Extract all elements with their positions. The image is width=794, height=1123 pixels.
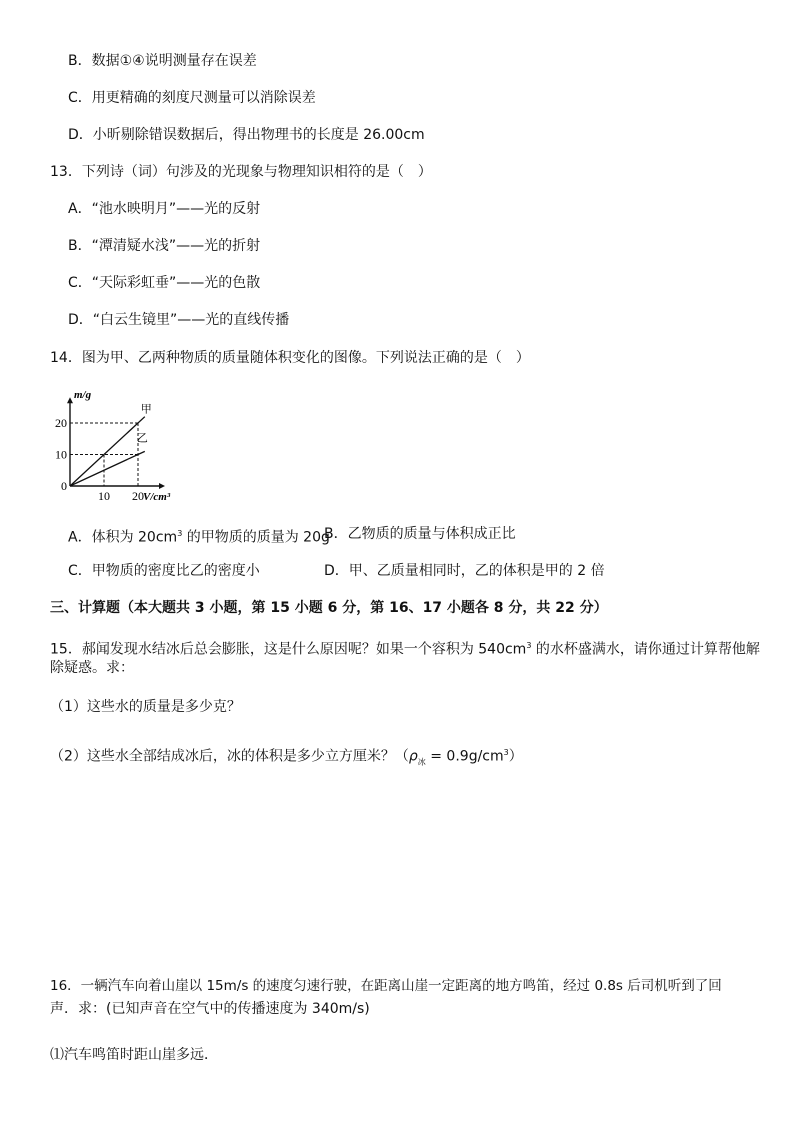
series-line-yi xyxy=(70,451,145,486)
section3-heading: 三、计算题（本大题共 3 小题，第 15 小题 6 分，第 16、17 小题各 8 分，共 22 分） xyxy=(50,600,608,616)
q12-option-c: C．用更精确的刻度尺测量可以消除误差 xyxy=(68,90,316,106)
series-line-jia xyxy=(70,417,145,486)
q14-option-a-sup: 3 xyxy=(177,529,183,538)
q14-stem: 14．图为甲、乙两种物质的质量随体积变化的图像。下列说法正确的是（ ） xyxy=(50,350,530,366)
q16-stem-line2: 声．求：(已知声音在空气中的传播速度为 340m/s) xyxy=(50,1001,370,1017)
x-tick-label: 20 xyxy=(132,489,144,503)
q12-option-b: B．数据①④说明测量存在误差 xyxy=(68,53,257,69)
mass-volume-graph xyxy=(50,388,210,506)
q14-option-a-post: 的甲物质的质量为 20g xyxy=(182,529,330,546)
q14-option-a-pre: A．体积为 20cm xyxy=(68,529,178,546)
q13-option-d: D．“白云生镜里”——光的直线传播 xyxy=(68,312,290,328)
series-label: 甲 xyxy=(140,402,152,416)
y-tick-label: 10 xyxy=(55,447,67,462)
series-label: 乙 xyxy=(136,431,148,445)
rho-symbol: ρ xyxy=(408,748,418,765)
q15-stem-sup: 3 xyxy=(526,641,532,650)
q14-option-b: B．乙物质的质量与体积成正比 xyxy=(324,526,516,542)
x-axis-arrow xyxy=(159,483,165,489)
y-axis-arrow xyxy=(67,397,73,403)
q15-stem-line2: 除疑惑。求： xyxy=(50,660,134,676)
y-tick-label: 20 xyxy=(55,416,67,430)
q14-option-d: D．甲、乙质量相同时，乙的体积是甲的 2 倍 xyxy=(324,563,605,579)
q13-option-c: C．“天际彩虹垂”——光的色散 xyxy=(68,275,261,291)
q13-stem: 13．下列诗（词）句涉及的光现象与物理知识相符的是（ ） xyxy=(50,164,432,180)
q14-option-a xyxy=(68,525,330,547)
q15-sub2-eq: = 0.9g/cm xyxy=(425,748,504,765)
q15-sub1: （1）这些水的质量是多少克？ xyxy=(50,699,241,715)
q12-option-d: D．小昕剔除错误数据后，得出物理书的长度是 26.00cm xyxy=(68,127,425,143)
q15-stem-post: 的水杯盛满水，请你通过计算帮他解 xyxy=(531,641,760,658)
q15-sub2-post: ） xyxy=(508,748,523,765)
q15-sub2 xyxy=(50,744,523,771)
q16-stem-line1: 16．一辆汽车向着山崖以 15m/s 的速度匀速行驶，在距离山崖一定距离的地方鸣笛，经过 0.8s 后司机听到了回 xyxy=(50,978,722,994)
y-axis-label: m/g xyxy=(74,389,92,401)
q13-option-a: A．“池水映明月”——光的反射 xyxy=(68,201,261,217)
q15-stem-line1 xyxy=(50,637,760,659)
q15-stem-pre: 15．郝闻发现水结冰后总会膨胀，这是什么原因呢？如果一个容积为 540cm xyxy=(50,641,527,658)
x-tick-label: 10 xyxy=(98,489,110,503)
origin-label: 0 xyxy=(61,479,67,493)
q15-sub2-sup: 3 xyxy=(503,748,509,757)
q13-option-b: B．“潭清疑水浅”——光的折射 xyxy=(68,238,261,254)
x-axis-label: V/cm³ xyxy=(143,491,171,503)
q14-option-c: C．甲物质的密度比乙的密度小 xyxy=(68,563,260,579)
rho-subscript: 冰 xyxy=(417,757,426,767)
q16-sub1: ⑴汽车鸣笛时距山崖多远． xyxy=(50,1047,218,1063)
mass-volume-chart xyxy=(50,388,210,506)
q15-sub2-pre: （2）这些水全部结成冰后，冰的体积是多少立方厘米？（ xyxy=(50,748,409,765)
